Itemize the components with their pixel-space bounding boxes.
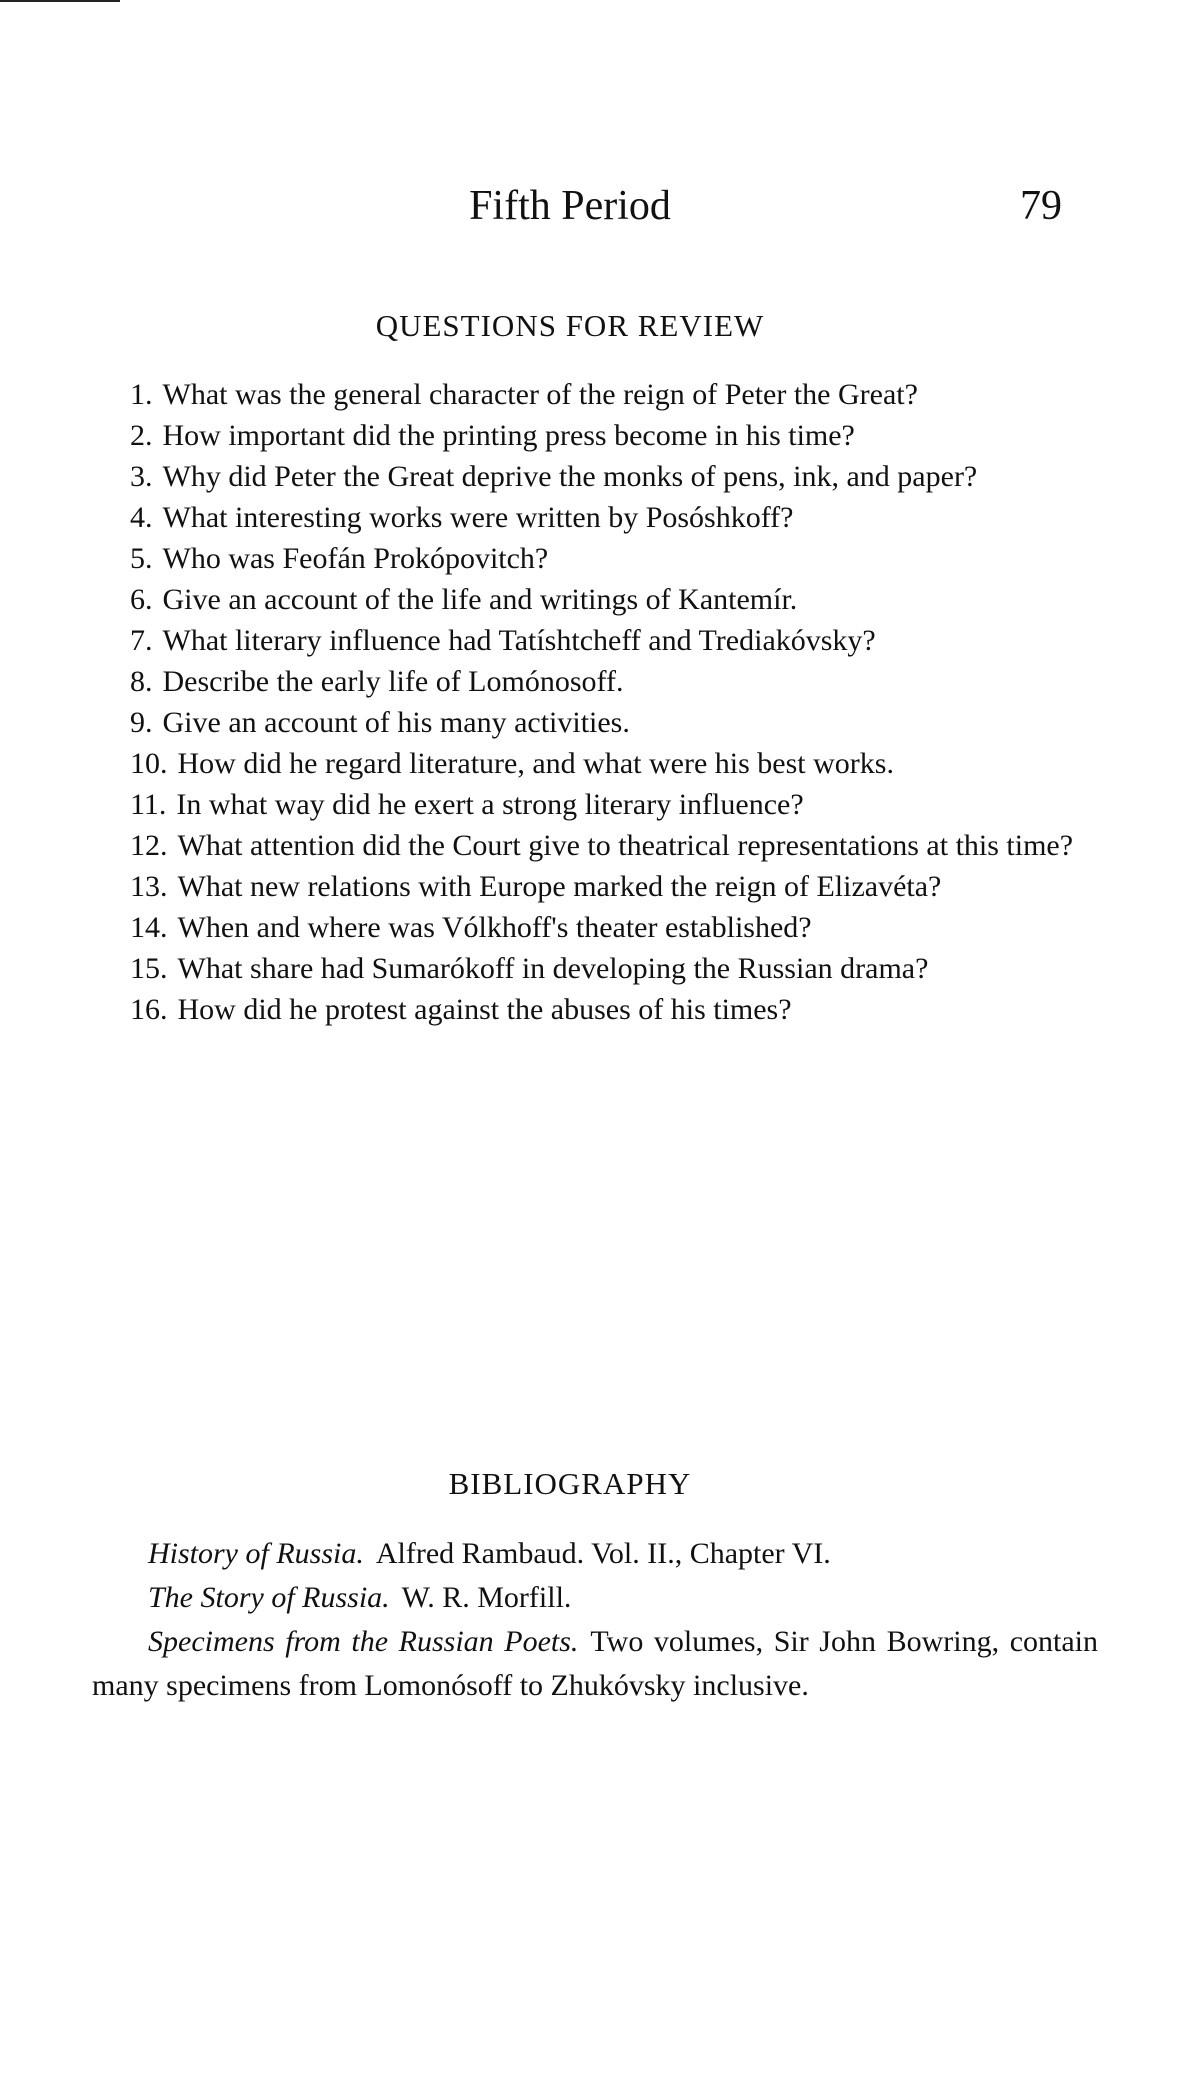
question-number: 9. [130,706,153,739]
book-details: Two volumes, Sir John Bowring, contain many specimens from Lomonósoff to Zhukóvsky inclusive. [92,1625,1098,1702]
top-rule [0,0,120,2]
question-text: Give an account of his many activities. [162,706,630,739]
question-number: 4. [130,501,153,534]
bibliography-entry [92,1576,1098,1620]
question-text: What attention did the Court give to theatrical representations at this time? [177,829,1074,862]
question-item [72,620,1080,661]
question-number: 6. [130,583,153,616]
question-number: 10. [130,747,168,780]
question-number: 7. [130,624,153,657]
question-number: 16. [130,993,168,1026]
question-item [72,661,1080,702]
question-item [72,538,1080,579]
question-item [72,825,1080,866]
question-item [72,456,1080,497]
question-number: 15. [130,952,168,985]
book-details: W. R. Morfill. [401,1581,572,1614]
bibliography-entry [92,1532,1098,1576]
question-item [72,866,1080,907]
book-title: Specimens from the Russian Poets. [148,1625,579,1658]
question-text: What was the general character of the reign of Peter the Great? [162,378,918,411]
question-text: What new relations with Europe marked the reign of Elizavéta? [177,870,942,903]
page-number: 79 [1020,183,1062,229]
question-text: Give an account of the life and writings of Kantemír. [162,583,798,616]
question-text: What share had Sumarókoff in developing the Russian drama? [177,952,929,985]
question-text: How did he protest against the abuses of his times? [177,993,792,1026]
running-head [0,182,1188,232]
question-item [72,948,1080,989]
question-number: 3. [130,460,153,493]
questions-heading: QUESTIONS FOR REVIEW [375,308,765,343]
bibliography-list [92,1532,1098,1708]
question-text: How important did the printing press become in his time? [162,419,855,452]
book-title: History of Russia. [148,1537,364,1570]
question-item [72,907,1080,948]
question-item [72,784,1080,825]
question-text: In what way did he exert a strong literary influence? [176,788,804,821]
question-item [72,497,1080,538]
question-text: Who was Feofán Prokópovitch? [162,542,549,575]
question-item [72,374,1080,415]
question-number: 12. [130,829,168,862]
questions-list [72,374,1080,1030]
question-text: What interesting works were written by Posóshkoff? [162,501,794,534]
question-number: 13. [130,870,168,903]
question-item [72,743,1080,784]
book-title: The Story of Russia. [148,1581,390,1614]
book-details: Alfred Rambaud. Vol. II., Chapter VI. [375,1537,831,1570]
question-number: 14. [130,911,168,944]
question-text: What literary influence had Tatíshtcheff and Trediakóvsky? [162,624,876,657]
question-item [72,989,1080,1030]
bibliography-entry [92,1620,1098,1708]
question-item [72,702,1080,743]
question-item [72,415,1080,456]
question-number: 5. [130,542,153,575]
running-head-title: Fifth Period [469,183,671,229]
question-text: Why did Peter the Great deprive the monks of pens, ink, and paper? [162,460,978,493]
question-number: 1. [130,378,153,411]
question-number: 11. [130,788,167,821]
question-number: 2. [130,419,153,452]
bibliography-heading: BIBLIOGRAPHY [448,1466,692,1501]
question-text: How did he regard literature, and what were his best works. [177,747,894,780]
question-text: When and where was Vólkhoff's theater established? [177,911,812,944]
question-text: Describe the early life of Lomónosoff. [162,665,624,698]
question-number: 8. [130,665,153,698]
question-item [72,579,1080,620]
